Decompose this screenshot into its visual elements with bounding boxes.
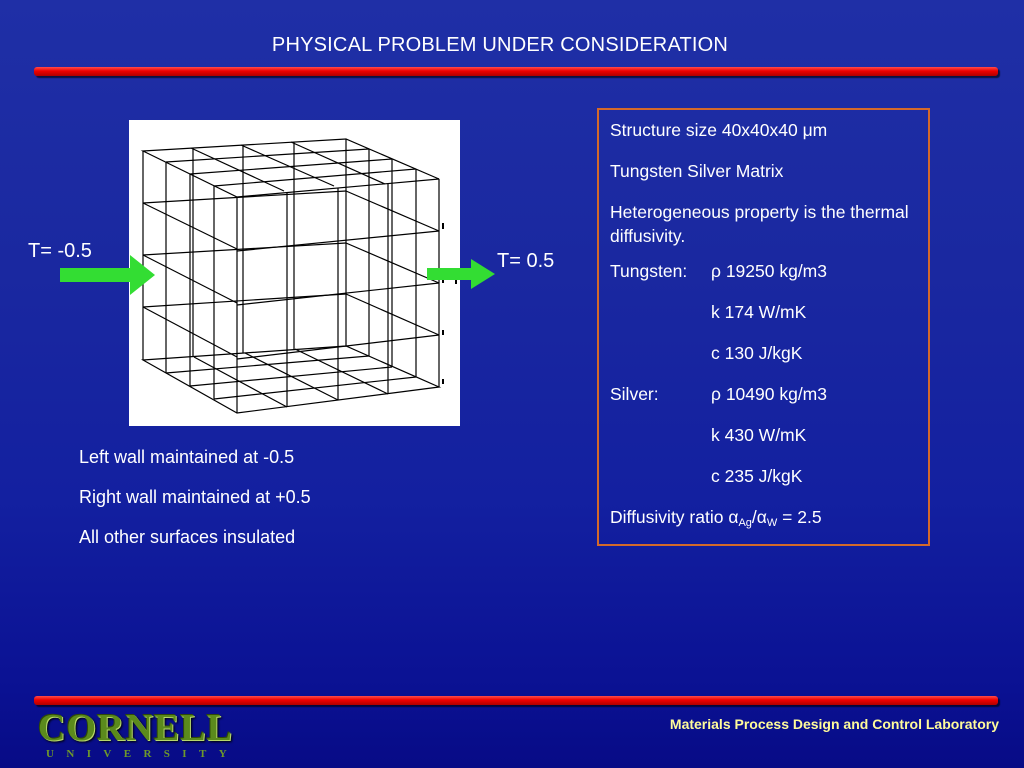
- silver-conductivity: k 430 W/mK: [711, 425, 807, 445]
- logo-subtitle: UNIVERSITY: [46, 748, 240, 760]
- right-temperature-label: T= 0.5: [497, 250, 555, 272]
- left-temperature-label: T= -0.5: [28, 240, 92, 262]
- top-divider-bar: [34, 67, 998, 76]
- silver-heat-capacity: c 235 J/kgK: [711, 466, 803, 486]
- boundary-condition-item: All other surfaces insulated: [79, 527, 296, 547]
- cornell-logo: [38, 706, 248, 764]
- ratio-suffix: = 2.5: [777, 507, 822, 527]
- silver-density: ρ 10490 kg/m3: [711, 384, 827, 404]
- cube-wireframe-icon: [129, 120, 460, 426]
- tungsten-conductivity: k 174 W/mK: [711, 302, 807, 322]
- material-properties-box: [597, 108, 930, 546]
- footer-lab-name: Materials Process Design and Control Laboratory: [669, 716, 999, 732]
- heterogeneous-text: Heterogeneous property is the thermal diffusivity.: [610, 202, 909, 246]
- logo-wordmark: CORNELL: [38, 707, 233, 749]
- material-text: Tungsten Silver Matrix: [610, 161, 784, 181]
- ratio-mid: /α: [751, 507, 767, 527]
- bottom-divider-bar: [34, 696, 998, 705]
- tungsten-density-row: [610, 259, 918, 283]
- cube-wireframe-figure: [129, 120, 460, 426]
- diffusivity-ratio: [610, 505, 918, 535]
- silver-density-row: [610, 382, 918, 406]
- boundary-conditions-list: [79, 446, 311, 566]
- left-arrow-icon: [60, 255, 156, 295]
- tungsten-heat-capacity: c 130 J/kgK: [711, 343, 803, 363]
- slide-title: PHYSICAL PROBLEM UNDER CONSIDERATION: [271, 34, 729, 56]
- ratio-sub-ag: Ag: [738, 517, 752, 529]
- boundary-condition-item: Left wall maintained at -0.5: [79, 447, 295, 467]
- boundary-condition-item: Right wall maintained at +0.5: [79, 487, 311, 507]
- tungsten-density: ρ 19250 kg/m3: [711, 261, 827, 281]
- ratio-sub-w: W: [766, 517, 778, 529]
- tungsten-label: Tungsten:: [610, 261, 688, 281]
- structure-size-text: Structure size 40x40x40 μm: [610, 120, 828, 140]
- right-arrow-icon: [427, 259, 497, 289]
- silver-label: Silver:: [610, 384, 659, 404]
- ratio-prefix: Diffusivity ratio α: [610, 507, 739, 527]
